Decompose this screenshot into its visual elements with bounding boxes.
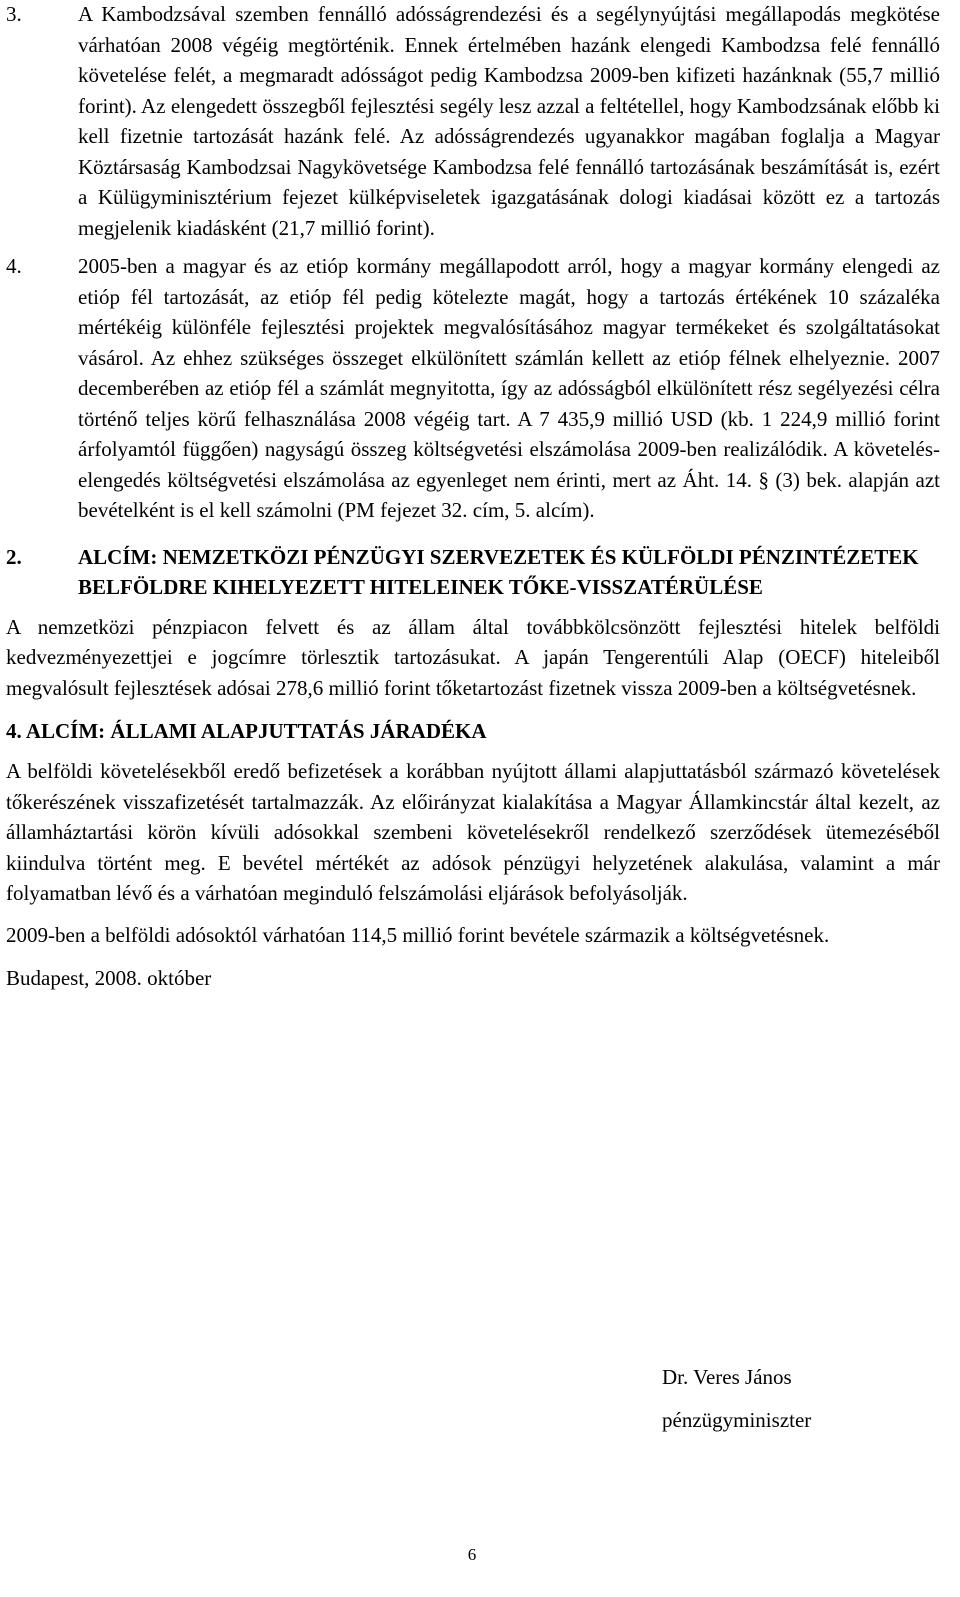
section-heading-4 bbox=[6, 716, 940, 746]
item-text: 2005-ben a magyar és az etióp kormány megállapodott arról, hogy a magyar kormány elengedi az etióp fél tartozását, az etióp fél pedig kötelezte magát, hogy a tartozás értékének 10 százaléka mértékéig különféle fejlesztési projektek megvalósításához magyar termékeket és szolgáltatásokat vásárol. Az ehhez szükséges összeget elkülönített számlán kellett az etióp félnek elhelyeznie. 2007 decemberében az etióp fél a számlát megnyitotta, így az adósságból elkülönített rész segélyezési célra történő teljes körű felhasználása 2008 végéig tart. A 7 435,9 millió USD (kb. 1 224,9 millió forint árfolyamtól függően) nagyságú összeg költségvetési elszámolása 2009-ben realizálódik. A követelés-elengedés költségvetési elszámolása az egyenleget nem érinti, mert az Áht. 14. § (3) bek. alapján azt bevételként is el kell számolni (PM fejezet 32. cím, 5. alcím). bbox=[78, 254, 940, 522]
item-number: 4. bbox=[6, 254, 22, 278]
section-title: ALCÍM: NEMZETKÖZI PÉNZÜGYI SZERVEZETEK ÉS KÜLFÖLDI PÉNZINTÉZETEK BELFÖLDRE KIHELYEZETT HITELEINEK TŐKE-VISSZATÉRÜLÉSE bbox=[78, 544, 919, 599]
signer-name: Dr. Veres János bbox=[662, 1365, 792, 1389]
numbered-item-3 bbox=[6, 0, 940, 243]
section-heading-2 bbox=[6, 542, 940, 602]
section-2-paragraph: A nemzetközi pénzpiacon felvett és az állam által továbbkölcsönzött fejlesztési hitelek belföldi kedvezményezettjei e jogcímre törlesztik tartozásukat. A japán Tengerentúli Alap (OECF) hiteleiből megvalósult fejlesztések adósai 278,6 millió forint tőketartozást fizetnek vissza 2009-ben a költségvetésnek. bbox=[6, 614, 940, 700]
section-4-paragraph-2: 2009-ben a belföldi adósoktól várhatóan 114,5 millió forint bevétele származik a költségvetésnek. bbox=[6, 922, 830, 947]
section-number: 2. bbox=[6, 544, 22, 569]
document-page bbox=[6, 0, 940, 993]
item-text: A Kambodzsával szemben fennálló adósságrendezési és a segélynyújtási megállapodás megkötése várhatóan 2008 végéig megtörténik. Ennek értelmében hazánk elengedi Kambodzsa felé fennálló követelése felét, a megmaradt adósságot pedig Kambodzsa 2009-ben kifizeti hazánknak (55,7 millió forint). Az elengedett összegből fejlesztési segély lesz azzal a feltétellel, hogy Kambodzsának előbb ki kell fizetnie tartozását hazánk felé. Az adósságrendezés ugyanakkor magában foglalja a Magyar Köztársaság Kambodzsai Nagykövetsége Kambodzsa felé fennálló tartozásának beszámítását is, ezért a Külügyminisztérium fejezet külképviseletek igazgatásának dologi kiadásai között ez a tartozás megjelenik kiadásként (21,7 millió forint). bbox=[78, 2, 940, 240]
page-number: 6 bbox=[467, 1545, 477, 1564]
signer-title: pénzügyminiszter bbox=[662, 1408, 812, 1432]
numbered-item-4 bbox=[6, 251, 940, 526]
item-number: 3. bbox=[6, 2, 22, 26]
place-date: Budapest, 2008. október bbox=[6, 966, 212, 990]
section-4-paragraph: A belföldi követelésekből eredő befizetések a korábban nyújtott állami alapjuttatásból származó követelések tőkerészének visszafizetését tartalmazzák. Az előirányzat kialakítása a Magyar Államkincstár által kezelt, az államháztartási körön kívüli adósokkal szembeni követelésekről rendelkező szerződések ütemezéséből kiindulva történt meg. E bevétel mértékét az adósok pénzügyi helyzetének alakulása, valamint a már folyamatban lévő és a várhatóan meginduló felszámolási eljárások befolyásolják. bbox=[6, 759, 940, 905]
section-title: 4. ALCÍM: ÁLLAMI ALAPJUTTATÁS JÁRADÉKA bbox=[6, 719, 487, 743]
